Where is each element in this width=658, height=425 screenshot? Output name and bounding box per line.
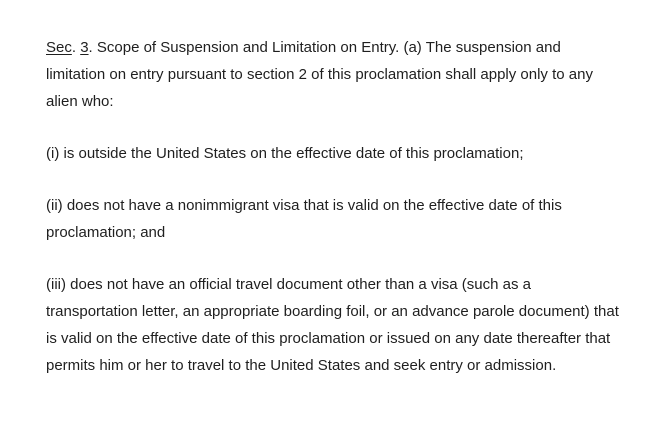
clause-i: (i) is outside the United States on the effective date of this proclamation;: [46, 145, 524, 162]
section-number-link[interactable]: 3: [80, 39, 89, 56]
document-body: [46, 34, 621, 379]
section-label-link[interactable]: Sec: [46, 39, 72, 56]
section-paragraph: [46, 34, 621, 115]
clause-iii: (iii) does not have an official travel document other than a visa (such as a transportation letter, an appropriate boarding foil, or an advance parole document) that is valid on the effective date of this proclamation or issued on any date thereafter that permits him or her to travel to the United States and seek entry or admission.: [46, 276, 619, 374]
section-heading-text: . Scope of Suspension and Limitation on Entry. (a) The suspension and limitation on entry pursuant to section 2 of this proclamation shall apply only to any alien who:: [46, 39, 593, 110]
clause-ii: (ii) does not have a nonimmigrant visa that is valid on the effective date of this proclamation; and: [46, 197, 562, 241]
section-label-dot: .: [71, 39, 77, 56]
